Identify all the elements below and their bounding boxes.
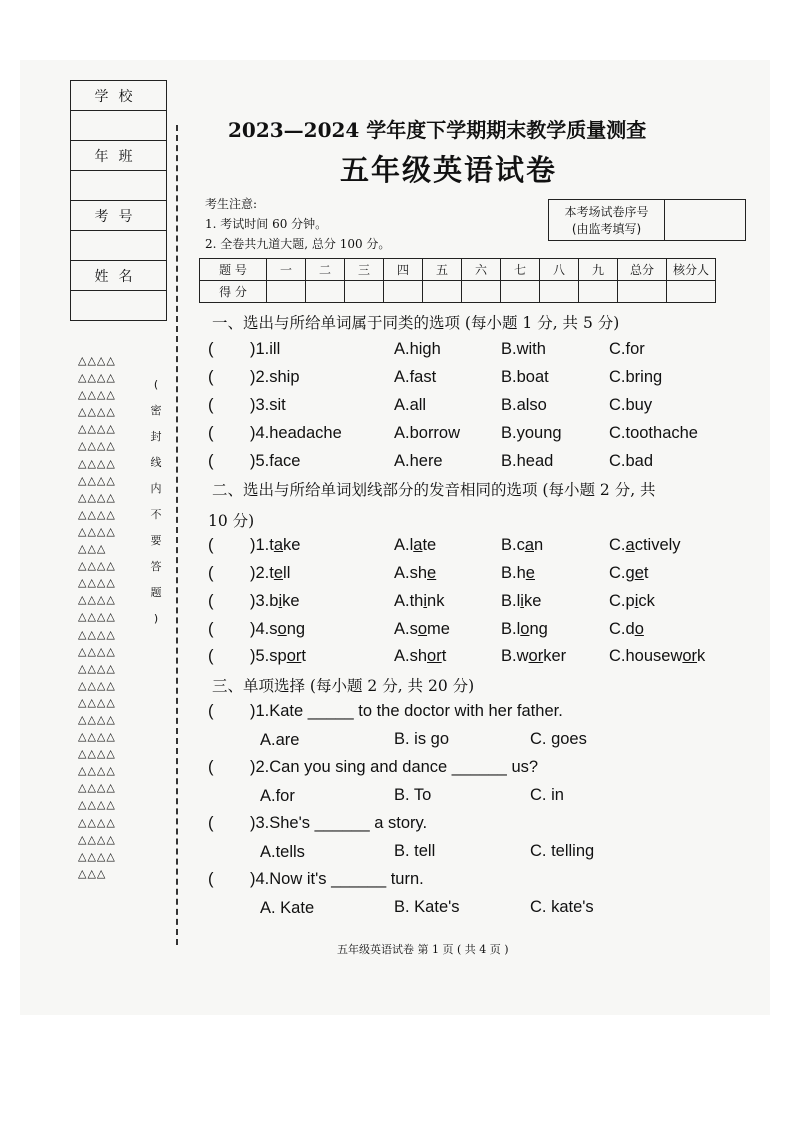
triangle-row: △△△△ (78, 747, 116, 761)
word-part: t (441, 647, 447, 665)
triangle-row: △△△△ (78, 815, 116, 829)
underlined-part: e (427, 564, 437, 582)
score-cell[interactable] (667, 281, 716, 303)
option-a (394, 564, 436, 583)
exam-title: 2023—2024 学年度下学期期末教学质量测查 (228, 118, 647, 142)
option-b: B. is go (394, 730, 450, 748)
word-part: B.l (501, 620, 521, 638)
answer-paren[interactable]: ( (208, 452, 214, 470)
answer-paren[interactable]: ( (208, 814, 214, 832)
seal-note-char: 题 (150, 586, 162, 599)
sequence-label-line-1: 本考场试卷序号 (564, 205, 649, 219)
option-c: C. goes (530, 730, 587, 748)
score-header-cell: 九 (579, 259, 618, 281)
question-text: )1.Kate _____ to the doctor with her father. (250, 702, 563, 720)
notice-line-2: 2. 全卷共九道大题, 总分 100 分。 (205, 237, 391, 251)
word-part: B.w (501, 647, 529, 665)
option-a: A.fast (394, 368, 437, 386)
word-part: ctively (634, 536, 681, 554)
underlined-part: o (277, 620, 287, 638)
answer-paren[interactable]: ( (208, 620, 214, 638)
score-header-cell: 五 (423, 259, 462, 281)
score-row-label: 得 分 (200, 281, 267, 303)
option-a (394, 620, 450, 639)
triangle-row: △△△△ (78, 712, 116, 726)
option-b: B.also (501, 396, 547, 414)
answer-paren[interactable]: ( (208, 870, 214, 888)
question-text: )3.She's ______ a story. (250, 814, 428, 832)
seal-note-char: ( (153, 378, 159, 391)
option-c: C.for (609, 340, 645, 358)
question-word (250, 536, 300, 555)
triangle-row: △△△△ (78, 405, 116, 419)
option-a (394, 592, 444, 611)
triangle-row: △△△△ (78, 644, 116, 658)
underlined-part: i (278, 592, 283, 610)
option-b: B.with (501, 340, 546, 358)
option-b: B. To (394, 786, 432, 804)
score-header-cell: 总分 (618, 259, 667, 281)
option-c: C.toothache (609, 424, 698, 442)
sequence-label (549, 200, 665, 241)
seal-note-char: 线 (150, 456, 162, 469)
class-field[interactable] (71, 171, 167, 201)
option-c: C. telling (530, 842, 595, 860)
word-part: te (422, 536, 437, 554)
word-part: A.th (394, 592, 424, 610)
option-a: A.are (260, 731, 300, 749)
answer-paren[interactable]: ( (208, 647, 214, 665)
triangle-row: △△△△ (78, 832, 116, 846)
triangle-row: △△△△ (78, 559, 116, 573)
option-c: C.buy (609, 396, 653, 414)
seal-note-char: 封 (150, 430, 162, 443)
section1-title: 一、选出与所给单词属于同类的选项 (每小题 1 分, 共 5 分) (212, 314, 620, 332)
word-part: )5.sp (250, 647, 287, 665)
option-a: A.tells (260, 843, 305, 861)
triangle-row: △△△△ (78, 695, 116, 709)
option-b (501, 564, 535, 583)
score-header-cell: 七 (501, 259, 540, 281)
triangle-row: △△△△ (78, 593, 116, 607)
seal-note-char: 不 (150, 508, 162, 521)
option-b (501, 647, 566, 666)
option-a: A.high (394, 340, 441, 358)
score-cell[interactable] (384, 281, 423, 303)
word-part: ke (282, 592, 300, 610)
option-a: A.all (394, 396, 427, 414)
option-a (394, 647, 446, 666)
word-part: )1.t (250, 536, 274, 554)
word-part: C.d (609, 620, 635, 638)
triangle-row: △△△△ (78, 781, 116, 795)
word-part: C. (609, 536, 626, 554)
paper-sequence-box (548, 199, 746, 241)
option-c (609, 564, 648, 583)
section2-title-line-2: 10 分) (208, 512, 255, 530)
word-part: t (643, 564, 649, 582)
word-part: ker (543, 647, 567, 665)
word-part: B.c (501, 536, 525, 554)
question-word: )3.sit (250, 396, 286, 414)
score-header-cell: 八 (540, 259, 579, 281)
word-part: ke (523, 592, 542, 610)
word-part: me (427, 620, 450, 638)
sequence-label-line-2: (由监考填写) (571, 222, 642, 236)
triangle-row: △△△△ (78, 456, 116, 470)
triangle-row: △△△△ (78, 661, 116, 675)
score-cell[interactable] (540, 281, 579, 303)
word-part: C.p (609, 592, 635, 610)
word-part: ck (638, 592, 655, 610)
word-part: ll (283, 564, 291, 582)
answer-paren[interactable]: ( (208, 702, 214, 720)
exam-subtitle: 五年级英语试卷 (340, 153, 558, 187)
word-part: A.s (394, 620, 418, 638)
triangle-row: △△△△ (78, 798, 116, 812)
triangle-border (78, 352, 116, 882)
option-a: A.for (260, 787, 295, 805)
student-info-table (70, 80, 167, 321)
underlined-part: a (524, 536, 535, 554)
score-cell[interactable] (462, 281, 501, 303)
exam-number-field[interactable] (71, 231, 167, 261)
option-c: C. kate's (530, 898, 594, 916)
underlined-part: i (520, 592, 524, 610)
underlined-part: o (520, 620, 530, 638)
section3-title: 三、单项选择 (每小题 2 分, 共 20 分) (212, 677, 475, 695)
word-part: n (534, 536, 544, 554)
underlined-part: or (286, 647, 302, 665)
section2-title-line-1: 二、选出与所给单词划线部分的发音相同的选项 (每小题 2 分, 共 (212, 481, 656, 499)
triangle-row: △△△ (78, 542, 107, 556)
sequence-field[interactable] (665, 200, 746, 241)
answer-paren[interactable]: ( (208, 758, 214, 776)
seal-note-char: 密 (150, 404, 162, 417)
answer-paren[interactable]: ( (208, 368, 214, 386)
triangle-row: △△△△ (78, 473, 116, 487)
option-c: C. in (530, 786, 564, 804)
underlined-part: or (682, 647, 698, 665)
word-part: )2.t (250, 564, 274, 582)
score-cell[interactable] (618, 281, 667, 303)
option-b (501, 592, 541, 611)
word-part: A.sh (394, 564, 428, 582)
question-word (250, 647, 306, 666)
score-header-cell: 二 (306, 259, 345, 281)
word-part: B.l (501, 592, 521, 610)
score-header-cell: 六 (462, 259, 501, 281)
word-part: )4.s (250, 620, 278, 638)
option-b (501, 620, 548, 639)
underlined-part: o (417, 620, 428, 638)
option-b: B.head (501, 452, 554, 470)
triangle-row: △△△△ (78, 576, 116, 590)
underlined-part: a (413, 536, 423, 554)
triangle-row: △△△△ (78, 849, 116, 863)
score-header-cell: 三 (345, 259, 384, 281)
word-part: C.g (609, 564, 635, 582)
answer-paren[interactable]: ( (208, 424, 214, 442)
option-a (394, 536, 436, 555)
question-text: )4.Now it's ______ turn. (250, 870, 424, 888)
word-part: A.l (394, 536, 414, 554)
word-part: ng (286, 620, 306, 638)
triangle-row: △△△△ (78, 422, 116, 436)
underlined-part: e (525, 564, 535, 582)
word-part: )3.b (250, 592, 279, 610)
question-word: )2.ship (250, 368, 300, 386)
score-table (199, 258, 716, 303)
question-word: )5.face (250, 452, 301, 470)
triangle-row: △△△△ (78, 439, 116, 453)
underlined-part: i (423, 592, 428, 610)
triangle-row: △△△△ (78, 507, 116, 521)
seal-note-char: 内 (150, 482, 162, 495)
score-cell[interactable] (306, 281, 345, 303)
option-b: B. Kate's (394, 898, 460, 916)
class-label: 年班 (71, 141, 167, 171)
score-header-cell: 题 号 (200, 259, 267, 281)
word-part: nk (427, 592, 445, 610)
triangle-row: △△△△ (78, 627, 116, 641)
seal-note-char: 答 (150, 560, 162, 573)
option-c (609, 536, 681, 555)
score-cell[interactable] (501, 281, 540, 303)
word-part: C.housew (609, 647, 683, 665)
underlined-part: o (634, 620, 644, 638)
triangle-row: △△△△ (78, 354, 116, 367)
option-c: C.bad (609, 452, 654, 470)
option-a: A.here (394, 452, 443, 470)
question-text: )2.Can you sing and dance ______ us? (250, 758, 539, 776)
score-cell[interactable] (423, 281, 462, 303)
name-label: 姓名 (71, 261, 167, 291)
score-cell[interactable] (267, 281, 306, 303)
seal-dashed-line (176, 125, 178, 945)
seal-line-notice (150, 372, 162, 632)
question-word (250, 620, 305, 639)
underlined-part: or (528, 647, 544, 665)
word-part: ke (283, 536, 301, 554)
question-word (250, 592, 300, 611)
page-footer: 五年级英语试卷 第 1 页 ( 共 4 页 ) (337, 943, 509, 956)
underlined-part: e (273, 564, 284, 582)
school-field[interactable] (71, 111, 167, 141)
answer-paren[interactable]: ( (208, 536, 214, 554)
seal-note-char: 要 (150, 534, 162, 547)
option-c (609, 592, 655, 611)
triangle-row: △△△△ (78, 610, 116, 624)
score-header-cell: 四 (384, 259, 423, 281)
question-word (250, 564, 290, 583)
answer-paren[interactable]: ( (208, 396, 214, 414)
name-field[interactable] (71, 291, 167, 321)
word-part: ng (529, 620, 548, 638)
triangle-row: △△△△ (78, 524, 116, 538)
word-part: t (301, 647, 306, 665)
notice-title: 考生注意: (205, 197, 258, 211)
option-c (609, 647, 705, 666)
answer-paren[interactable]: ( (208, 340, 214, 358)
triangle-row: △△△ (78, 866, 107, 880)
word-part: B.h (501, 564, 526, 582)
question-word: )4.headache (250, 424, 342, 442)
underlined-part: a (273, 536, 284, 554)
answer-paren[interactable]: ( (208, 592, 214, 610)
score-header-cell: 一 (267, 259, 306, 281)
underlined-part: or (427, 647, 442, 665)
score-header-cell: 核分人 (667, 259, 716, 281)
underlined-part: e (634, 564, 644, 582)
option-b: B.boat (501, 368, 549, 386)
option-b: B.young (501, 424, 562, 442)
option-b: B. tell (394, 842, 436, 860)
question-word: )1.ill (250, 340, 281, 358)
underlined-part: a (625, 536, 635, 554)
option-a: A.borrow (394, 424, 461, 442)
triangle-row: △△△△ (78, 388, 116, 402)
exam-number-label: 考号 (71, 201, 167, 231)
option-a: A. Kate (260, 899, 315, 917)
word-part: A.sh (394, 647, 428, 665)
triangle-row: △△△△ (78, 764, 116, 778)
score-cell[interactable] (345, 281, 384, 303)
triangle-row: △△△△ (78, 371, 116, 385)
score-cell[interactable] (579, 281, 618, 303)
word-part: k (697, 647, 706, 665)
school-label: 学校 (71, 81, 167, 111)
answer-paren[interactable]: ( (208, 564, 214, 582)
triangle-row: △△△△ (78, 678, 116, 692)
notice-line-1: 1. 考试时间 60 分钟。 (205, 217, 328, 231)
triangle-row: △△△△ (78, 730, 116, 744)
option-b (501, 536, 543, 555)
option-c: C.bring (609, 368, 663, 386)
underlined-part: i (634, 592, 639, 610)
triangle-row: △△△△ (78, 490, 116, 504)
seal-note-char: ) (153, 612, 159, 625)
option-c (609, 620, 644, 639)
